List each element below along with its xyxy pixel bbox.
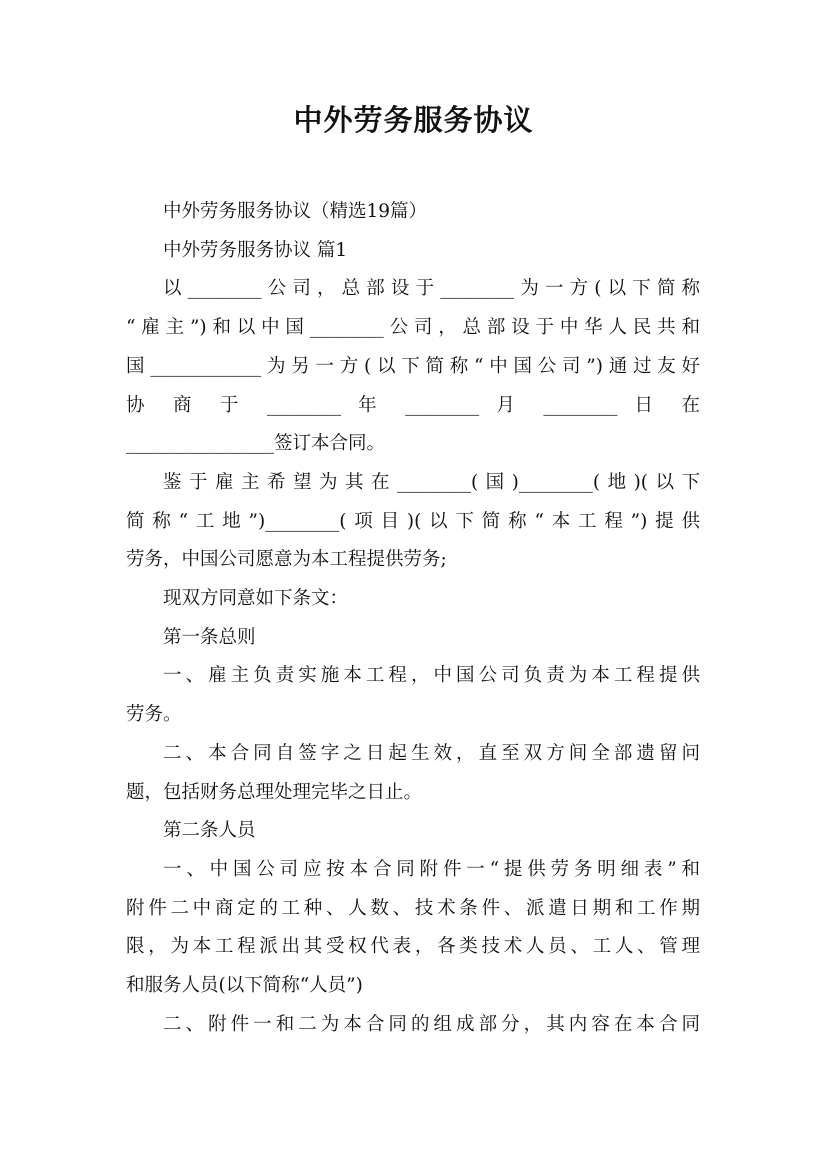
text-line: ________________签订本合同。 (126, 433, 386, 455)
text-line: 中外劳务服务协议（精选19篇） (163, 201, 428, 222)
text-line: 一、雇主负责实施本工程，中国公司负责为本工程提供 (163, 665, 700, 687)
text-line: 劳务。 (126, 704, 182, 726)
text-line: 现双方同意如下条文： (163, 588, 349, 610)
text-line: 中外劳务服务协议 篇1 (163, 239, 348, 261)
text-line: 二、附件一和二为本合同的组成部分，其内容在本合同 (163, 1013, 700, 1035)
text-line: 和服务人员(以下简称“人员”) (126, 975, 363, 997)
document-body (126, 193, 700, 1044)
text-line: 简称“工地”)________(项目)(以下简称“本工程”)提供 (126, 510, 700, 532)
text-line: 鉴于雇主希望为其在________(国)________(地)(以下 (163, 471, 700, 493)
document-title: 中外劳务服务协议 (293, 103, 534, 137)
text-line: “雇主”)和以中国________公司，总部设于中华人民共和 (126, 317, 700, 339)
text-line: 题，包括财务总理处理完毕之日止。 (126, 781, 423, 803)
text-line: 第一条总则 (163, 626, 256, 648)
text-line: 第二条人员 (163, 820, 256, 842)
text-line: 附件二中商定的工种、人数、技术条件、派遣日期和工作期 (126, 897, 700, 919)
text-line: 协 商 于 ________ 年 ________ 月 ________ 日 在 (126, 394, 700, 416)
text-line: 国____________为另一方(以下简称“中国公司”)通过友好 (126, 355, 700, 377)
text-line: 二、本合同自签字之日起生效，直至双方间全部遗留问 (163, 742, 700, 764)
text-line: 一、中国公司应按本合同附件一“提供劳务明细表”和 (163, 858, 700, 880)
text-line: 限，为本工程派出其受权代表，各类技术人员、工人、管理 (126, 936, 700, 958)
text-line: 以________公司，总部设于________为一方(以下简称 (163, 278, 700, 300)
text-line: 劳务，中国公司愿意为本工程提供劳务; (126, 549, 447, 571)
